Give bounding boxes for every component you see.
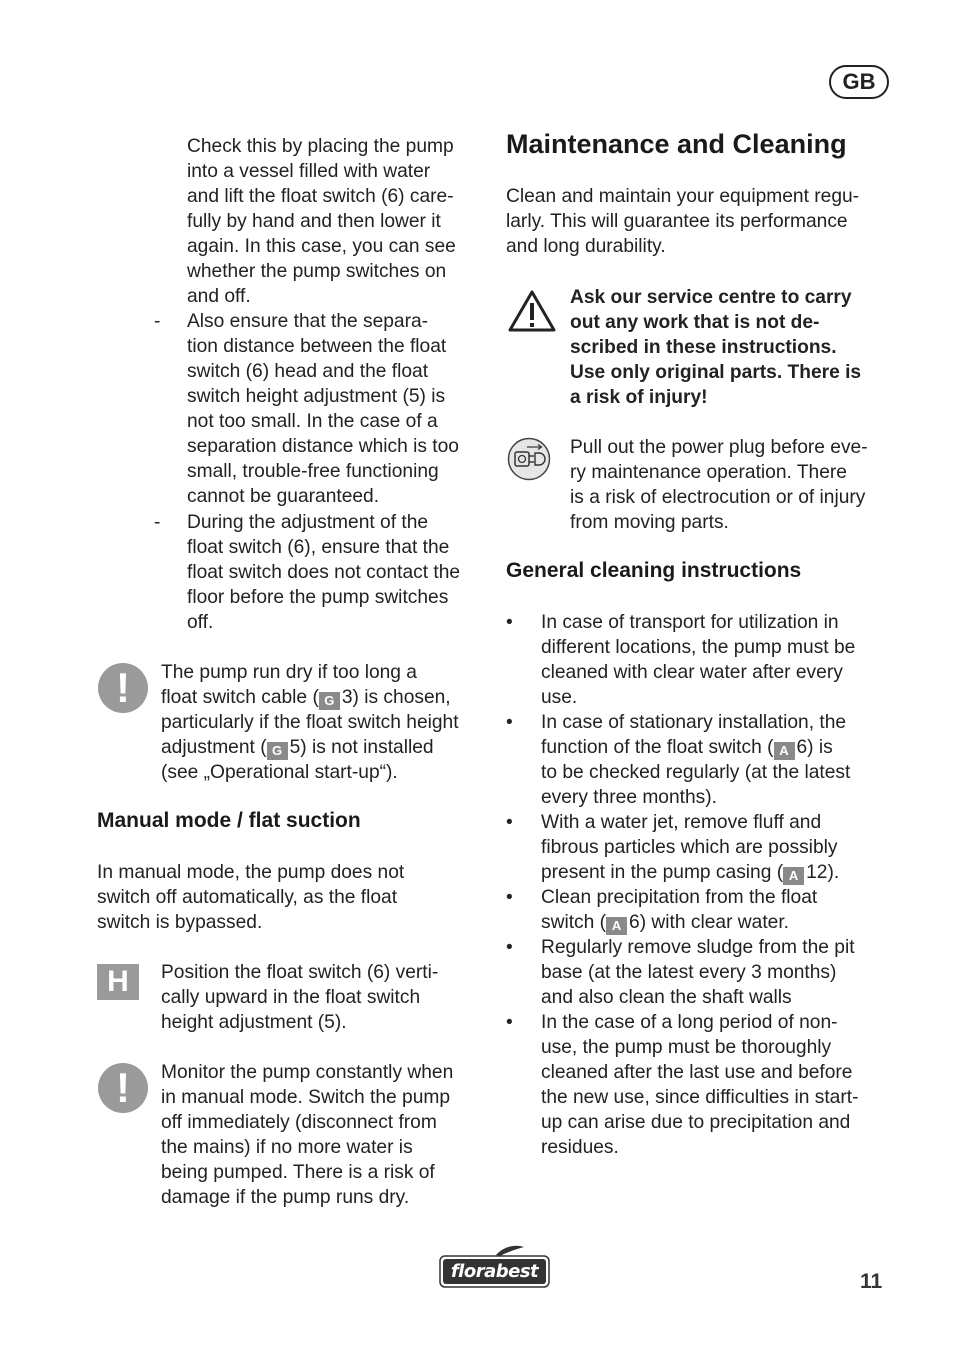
- text-fragment: float switch cable (: [161, 687, 319, 708]
- text-line: in manual mode. Switch the pump: [161, 1087, 451, 1108]
- exclamation-icon: !: [98, 663, 148, 713]
- text-line: and lift the float switch (6) care-: [187, 186, 454, 207]
- manual-mode-paragraph: [97, 860, 457, 935]
- bullet-marker: •: [506, 887, 513, 908]
- figure-ref-badge: G: [267, 742, 288, 760]
- text-line: is a risk of electrocution or of injury: [570, 487, 866, 508]
- dash-item: [187, 510, 487, 635]
- text-line: cally upward in the float switch: [161, 987, 421, 1008]
- text-line: Ask our service centre to carry: [570, 287, 852, 308]
- bullet-marker: •: [506, 612, 513, 633]
- text-line: cannot be guaranteed.: [187, 486, 380, 507]
- bullet-marker: •: [506, 812, 513, 833]
- figure-ref-badge: A: [606, 917, 627, 935]
- maintenance-intro: [506, 184, 906, 259]
- text-line: In case of stationary installation, the: [541, 712, 847, 733]
- warning-text: [570, 285, 900, 410]
- text-line: Pull out the power plug before eve-: [570, 437, 868, 458]
- list-item: [541, 935, 911, 1010]
- note-dry-run: [161, 660, 491, 785]
- text-fragment: 12).: [806, 862, 840, 883]
- warning-triangle-icon: [506, 288, 558, 334]
- text-line: out any work that is not de-: [570, 312, 820, 333]
- text-line: float switch does not contact the: [187, 562, 461, 583]
- text-line: height adjustment (5).: [161, 1012, 347, 1033]
- text-line: tion distance between the float: [187, 336, 447, 357]
- text-line: different locations, the pump must be: [541, 637, 856, 658]
- exclamation-icon: !: [98, 1063, 148, 1113]
- text-line: With a water jet, remove fluff and: [541, 812, 822, 833]
- text-fragment: 3) is chosen,: [341, 687, 451, 708]
- page-number: 11: [860, 1270, 883, 1293]
- text-line: not too small. In the case of a: [187, 411, 438, 432]
- text-line: switch off automatically, as the float: [97, 887, 398, 908]
- section-heading-cleaning: General cleaning instructions: [506, 559, 802, 582]
- text-line: [541, 735, 911, 760]
- text-line: residues.: [541, 1137, 619, 1158]
- text-line: and also clean the shaft walls: [541, 987, 792, 1008]
- florabest-logo: [438, 1244, 552, 1290]
- text-line: off.: [187, 612, 214, 633]
- text-fragment: function of the float switch (: [541, 737, 774, 758]
- text-line: separation distance which is too: [187, 436, 459, 457]
- power-plug-icon: [507, 437, 551, 481]
- text-line: Also ensure that the separa-: [187, 311, 429, 332]
- text-line: and off.: [187, 286, 251, 307]
- text-line: Use only original parts. There is: [570, 362, 862, 383]
- text-line: Monitor the pump constantly when: [161, 1062, 454, 1083]
- text-line: switch is bypassed.: [97, 912, 263, 933]
- text-line: During the adjustment of the: [187, 512, 429, 533]
- text-line: float switch (6), ensure that the: [187, 537, 450, 558]
- dash-item: [187, 309, 487, 509]
- text-line: In manual mode, the pump does not: [97, 862, 405, 883]
- text-line: Position the float switch (6) verti-: [161, 962, 439, 983]
- text-line: use.: [541, 687, 578, 708]
- text-line: from moving parts.: [570, 512, 729, 533]
- text-fragment: switch (: [541, 912, 607, 933]
- text-line: switch (6) head and the float: [187, 361, 429, 382]
- list-item: [541, 885, 911, 935]
- text-line: to be checked regularly (at the latest: [541, 762, 851, 783]
- text-line: being pumped. There is a risk of: [161, 1162, 435, 1183]
- text-line: [161, 685, 491, 710]
- text-line: [541, 910, 911, 935]
- logo-text: florabest: [450, 1261, 539, 1282]
- text-line: every three months).: [541, 787, 717, 808]
- text-line: The pump run dry if too long a: [161, 662, 417, 683]
- text-line: floor before the pump switches: [187, 587, 449, 608]
- text-line: base (at the latest every 3 months): [541, 962, 837, 983]
- text-fragment: present in the pump casing (: [541, 862, 784, 883]
- text-fragment: 5) is not installed: [289, 737, 434, 758]
- intro-paragraph-left: [187, 134, 487, 309]
- step-h-text: [161, 960, 491, 1035]
- figure-ref-badge: A: [783, 867, 804, 885]
- dash-marker: -: [154, 311, 161, 332]
- list-item: [541, 610, 911, 710]
- page-title: Maintenance and Cleaning: [506, 129, 847, 159]
- figure-ref-badge: A: [774, 742, 795, 760]
- text-line: switch height adjustment (5) is: [187, 386, 446, 407]
- text-fragment: adjustment (: [161, 737, 267, 758]
- dash-marker: -: [154, 512, 161, 533]
- text-line: whether the pump switches on: [187, 261, 447, 282]
- note-manual-mode: [161, 1060, 491, 1210]
- section-heading-manual-mode: Manual mode / flat suction: [97, 809, 361, 832]
- text-line: damage if the pump runs dry.: [161, 1187, 410, 1208]
- text-line: particularly if the float switch height: [161, 712, 459, 733]
- plug-note-text: [570, 435, 900, 535]
- text-line: into a vessel filled with water: [187, 161, 431, 182]
- figure-step-icon: H: [97, 964, 139, 1000]
- text-line: off immediately (disconnect from: [161, 1112, 437, 1133]
- text-line: In case of transport for utilization in: [541, 612, 839, 633]
- text-line: [541, 860, 911, 885]
- text-line: small, trouble-free functioning: [187, 461, 439, 482]
- text-line: Clean and maintain your equipment regu-: [506, 186, 860, 207]
- list-item: [541, 1010, 911, 1160]
- text-fragment: 6) with clear water.: [629, 912, 789, 933]
- text-line: fibrous particles which are possibly: [541, 837, 838, 858]
- text-line: up can arise due to precipitation and: [541, 1112, 851, 1133]
- language-badge: GB: [829, 65, 889, 99]
- text-line: Clean precipitation from the float: [541, 887, 818, 908]
- list-item: [541, 710, 911, 810]
- text-line: scribed in these instructions.: [570, 337, 837, 358]
- text-line: Check this by placing the pump: [187, 136, 454, 157]
- text-line: Regularly remove sludge from the pit: [541, 937, 855, 958]
- text-line: a risk of injury!: [570, 387, 708, 408]
- text-fragment: 6) is: [796, 737, 833, 758]
- text-line: and long durability.: [506, 236, 666, 257]
- text-line: the new use, since difficulties in start-: [541, 1087, 859, 1108]
- text-line: use, the pump must be thoroughly: [541, 1037, 832, 1058]
- text-line: cleaned after the last use and before: [541, 1062, 853, 1083]
- bullet-marker: •: [506, 1012, 513, 1033]
- text-line: [161, 735, 491, 760]
- text-line: ry maintenance operation. There: [570, 462, 847, 483]
- list-item: [541, 810, 911, 885]
- bullet-marker: •: [506, 937, 513, 958]
- text-line: In the case of a long period of non-: [541, 1012, 838, 1033]
- text-line: the mains) if no more water is: [161, 1137, 413, 1158]
- text-line: again. In this case, you can see: [187, 236, 456, 257]
- text-line: larly. This will guarantee its performance: [506, 211, 848, 232]
- text-line: cleaned with clear water after every: [541, 662, 843, 683]
- bullet-marker: •: [506, 712, 513, 733]
- figure-ref-badge: G: [319, 692, 340, 710]
- text-line: (see „Operational start-up“).: [161, 762, 398, 783]
- text-line: fully by hand and then lower it: [187, 211, 441, 232]
